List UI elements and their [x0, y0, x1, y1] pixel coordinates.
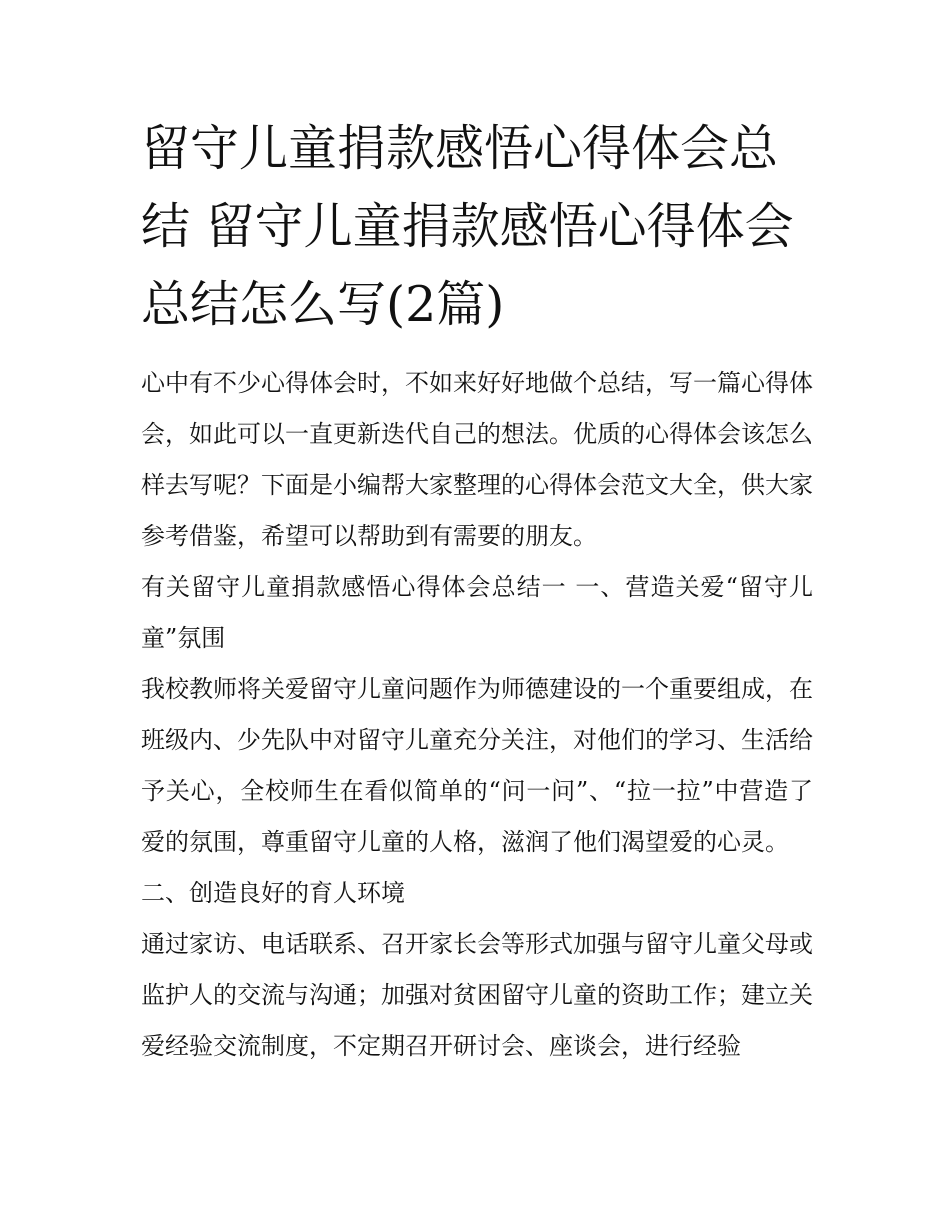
section-paragraph-2: 通过家访、电话联系、召开家长会等形式加强与留守儿童父母或监护人的交流与沟通；加强对贫困留守儿童的资助工作；建立关爱经验交流制度，不定期召开研讨会、座谈会，进行经验 — [141, 930, 813, 1060]
document-title: 留守儿童捐款感悟心得体会总结 留守儿童捐款感悟心得体会总结怎么写(2篇) — [141, 120, 794, 333]
document-body — [141, 110, 813, 1072]
section-heading-2: 二、创造良好的育人环境 — [141, 879, 405, 907]
section-heading-1: 有关留守儿童捐款感悟心得体会总结一 一、营造关爱“留守儿童”氛围 — [141, 573, 813, 652]
intro-paragraph: 心中有不少心得体会时，不如来好好地做个总结，写一篇心得体会，如此可以一直更新迭代自己的想法。优质的心得体会该怎么样去写呢？下面是小编帮大家整理的心得体会范文大全，供大家参考借鉴，希望可以帮助到有需要的朋友。 — [141, 369, 813, 550]
section-paragraph-1: 我校教师将关爱留守儿童问题作为师德建设的一个重要组成，在班级内、少先队中对留守儿童充分关注，对他们的学习、生活给予关心，全校师生在看似简单的“问一问”、“拉一拉”中营造了爱的氛围，尊重留守儿童的人格，滋润了他们渴望爱的心灵。 — [141, 675, 813, 856]
